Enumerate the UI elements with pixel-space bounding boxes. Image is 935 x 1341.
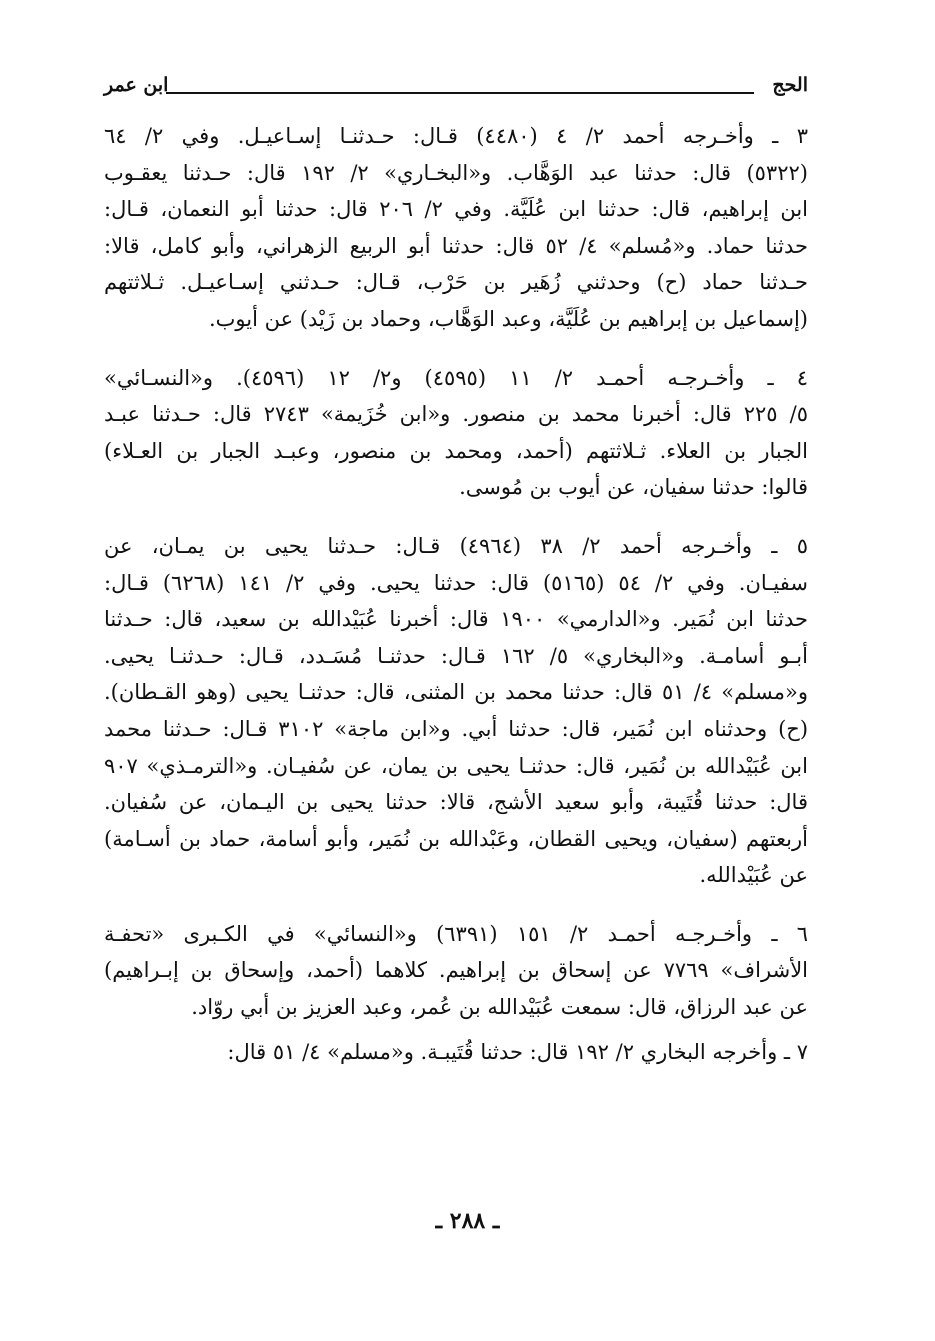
reference-paragraph-3 — [104, 118, 808, 338]
header-narrator: ابن عمر — [104, 74, 169, 96]
text-line: ٤ ـ وأخـرجـه أحمـد ٢/ ١١ (٤٥٩٥) و٢/ ١٢ (٤٥٩٦). و«النسـائي» — [104, 365, 808, 390]
text-line: حـدثنا حماد (ح) وحدثني زُهَير بن حَرْب، قـال: حـدثني إسـاعيـل. ثـلاثتهم — [104, 270, 808, 295]
text-line: (ح) وحدثناه ابن نُمَير، قال: حدثنا أبي. و«ابن ماجة» ٣١٠٢ قـال: حـدثنا محمد — [104, 716, 808, 741]
text-line: ابن إبراهيم، قال: حدثنا ابن عُلَيَّة. وفي ٢/ ٢٠٦ قال: حدثنا أبو النعمان، قـال: — [104, 197, 808, 222]
text-line: ٧ ـ وأخرجه البخاري ٢/ ١٩٢ قال: حدثنا قُتَيبـة. و«مسلم» ٤/ ٥١ قال: — [227, 1039, 808, 1064]
text-line: أربعتهم (سفيان، ويحيى القطان، وعَبْدالله بن نُمَير، وأبو أسامة، حماد بن أسـامة) — [104, 826, 808, 851]
reference-paragraph-7 — [104, 1034, 808, 1071]
text-line: قالوا: حدثنا سفيان، عن أيوب بن مُوسى. — [459, 475, 808, 500]
reference-paragraph-6 — [104, 916, 808, 1026]
text-line: قال: حدثنا قُتَيبة، وأبو سعيد الأشج، قالا: حدثنا يحيى بن اليـمان، عن سُفيان. — [104, 790, 808, 815]
text-line: أبـو أسامـة. و«البخاري» ٥/ ١٦٢ قـال: حدثنـا مُسَـدد، قـال: حـدثنـا يحيى. — [104, 643, 808, 668]
text-line: (إسماعيل بن إبراهيم بن عُلَيَّة، وعبد الوَهَّاب، وحماد بن زَيْد) عن أيوب. — [208, 306, 808, 331]
text-line: سفيـان. وفي ٢/ ٥٤ (٥١٦٥) قال: حدثنا يحيى. وفي ٢/ ١٤١ (٦٢٦٨) قـال: — [104, 570, 808, 595]
text-line: عن عبد الرزاق، قال: سمعت عُبَيْدالله بن عُمر، وعبد العزيز بن أبي روّاد. — [191, 995, 808, 1020]
text-line: حدثنا حماد. و«مُسلم» ٤/ ٥٢ قال: حدثنا أبو الربيع الزهراني، وأبو كامل، قالا: — [104, 233, 808, 258]
header-chapter-title: الحج — [772, 74, 808, 96]
text-line: حدثنا ابن نُمَير. و«الدارمي» ١٩٠٠ قال: أخبرنا عُبَيْدالله بن سعيد، قال: حـدثنا — [104, 607, 808, 632]
text-line: عن عُبَيْدالله. — [699, 863, 808, 888]
hadith-references — [104, 118, 808, 1070]
text-line: ٥ ـ وأخـرجه أحمد ٢/ ٣٨ (٤٩٦٤) قـال: حـدثنا يحيى بن يمـان، عن — [104, 533, 808, 558]
reference-paragraph-5 — [104, 528, 808, 894]
text-line: (٥٣٢٢) قال: حدثنا عبد الوَهَّاب. و«البخـاري» ٢/ ١٩٢ قال: حـدثنا يعقـوب — [104, 160, 808, 185]
text-line: ٣ ـ وأخـرجه أحمد ٢/ ٤ (٤٤٨٠) قـال: حـدثنـا إسـاعيـل. وفي ٢/ ٦٤ — [104, 124, 808, 148]
text-line: و«مسلم» ٤/ ٥١ قال: حدثنا محمد بن المثنى، قال: حدثنـا يحيى (وهو القـطان). — [104, 680, 808, 705]
text-line: ابن عُبَيْدالله بن نُمَير، قال: حدثنـا يحيى بن يمان، عن سُفيـان. و«الترمـذي» ٩٠٧ — [104, 753, 808, 778]
text-line: الأشراف» ٧٧٦٩ عن إسحاق بن إبراهيم. كلاهما (أحمد، وإسحاق بن إبـراهيم) — [104, 958, 808, 983]
reference-paragraph-4 — [104, 360, 808, 506]
header-rule — [166, 92, 754, 94]
text-line: ٥/ ٢٢٥ قال: أخبرنا محمد بن منصور. و«ابن خُزَيمة» ٢٧٤٣ قال: حـدثنا عبـد — [104, 402, 808, 427]
running-header — [104, 72, 808, 102]
text-line: الجبار بن العلاء. ثـلاثتهم (أحمد، ومحمد بن منصور، وعبـد الجبار بن العـلاء) — [104, 438, 808, 463]
page-number: ـ ٢٨٨ ـ — [435, 1208, 500, 1234]
text-line: ٦ ـ وأخـرجـه أحمـد ٢/ ١٥١ (٦٣٩١) و«النسائي» في الكـبرى «تحفـة — [104, 921, 808, 946]
